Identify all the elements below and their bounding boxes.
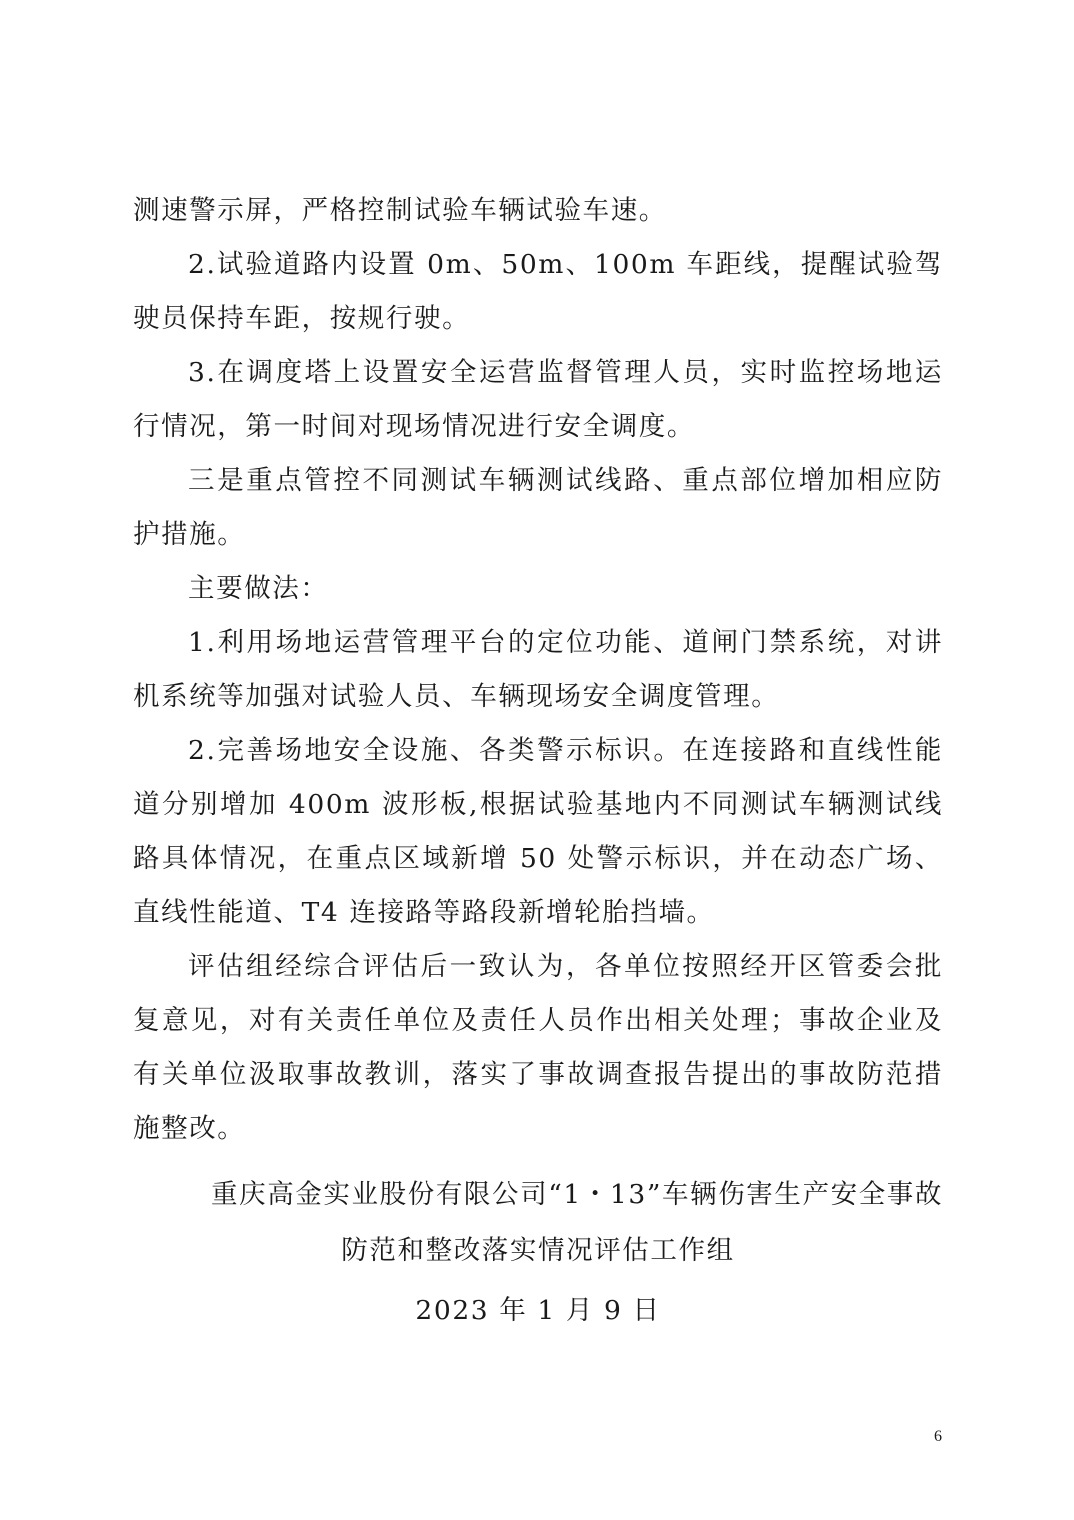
signature-date: 2023 年 1 月 9 日	[415, 1295, 661, 1326]
paragraph: 主要做法：	[188, 573, 329, 604]
paragraph: 2.完善场地安全设施、各类警示标识。在连接路和直线性能道分别增加 400m 波形板,根据试验基地内不同测试车辆测试线路具体情况，在重点区域新增 50 处警示标识，并在动态广场、直线性能道、T4 连接路等路段新增轮胎挡墙。	[133, 735, 943, 928]
document-body	[133, 184, 943, 1156]
paragraph: 1.利用场地运营管理平台的定位功能、道闸门禁系统，对讲机系统等加强对试验人员、车辆现场安全调度管理。	[133, 627, 943, 712]
paragraph: 3.在调度塔上设置安全运营监督管理人员，实时监控场地运行情况，第一时间对现场情况进行安全调度。	[133, 357, 943, 442]
signature-org-line2: 防范和整改落实情况评估工作组	[341, 1235, 735, 1266]
paragraph: 2.试验道路内设置 0m、50m、100m 车距线，提醒试验驾驶员保持车距，按规行驶。	[133, 249, 943, 334]
page-number: 6	[934, 1428, 942, 1445]
paragraph: 测速警示屏，严格控制试验车辆试验车速。	[133, 195, 667, 226]
paragraph: 评估组经综合评估后一致认为，各单位按照经开区管委会批复意见，对有关责任单位及责任人员作出相关处理；事故企业及有关单位汲取事故教训，落实了事故调查报告提出的事故防范措施整改。	[133, 951, 943, 1144]
signature-org-line1: 重庆高金实业股份有限公司“1・13”车辆伤害生产安全事故	[211, 1179, 943, 1210]
paragraph: 三是重点管控不同测试车辆测试线路、重点部位增加相应防护措施。	[133, 465, 943, 550]
